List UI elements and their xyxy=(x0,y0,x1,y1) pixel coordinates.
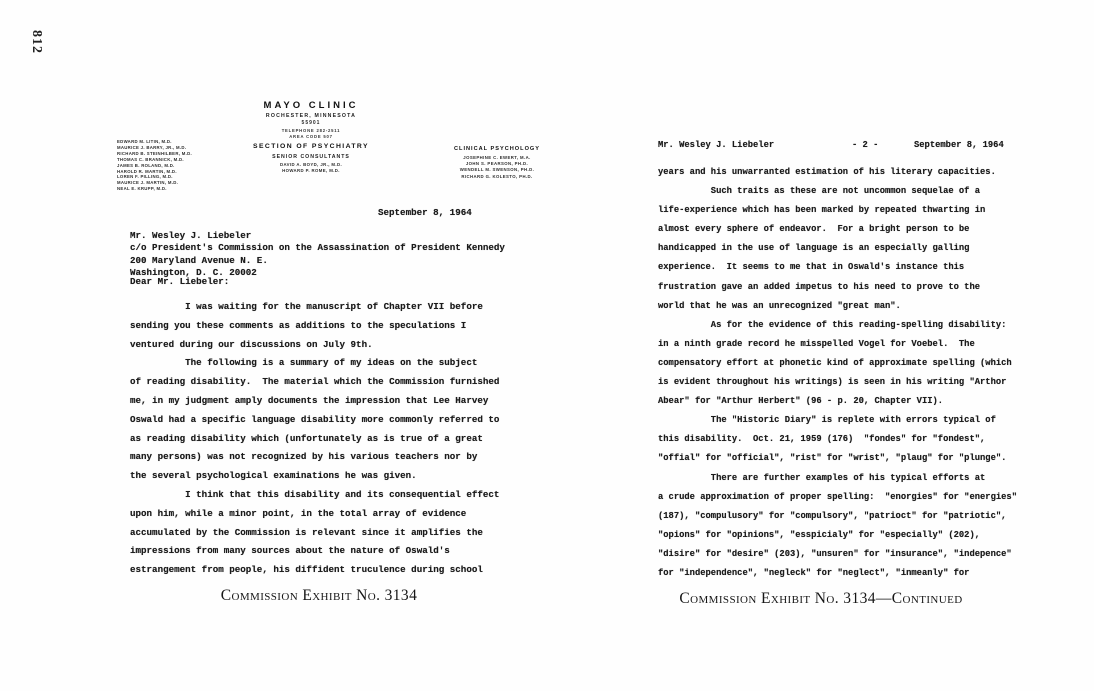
text-line: c/o President's Commission on the Assassination of President Kennedy xyxy=(130,242,505,254)
text-line: HOWARD P. ROME, M.D. xyxy=(282,167,340,173)
salutation: Dear Mr. Liebeler: xyxy=(130,276,230,287)
text-line: sending you these comments as additions to the speculations I xyxy=(130,319,467,331)
text-line: as reading disability which (unfortunately as is true of a great xyxy=(130,432,483,444)
text-line: handicapped in the use of language is an especially galling xyxy=(658,243,970,254)
text-line: 200 Maryland Avenue N. E. xyxy=(130,254,268,266)
text-line: experience. It seems to me that in Oswald's instance this xyxy=(658,262,965,273)
text-line: THOMAS C. BRANNICK, M.D. xyxy=(117,156,184,162)
clinic-name: MAYO CLINIC xyxy=(263,100,359,111)
clinic-city: ROCHESTER, MINNESOTA xyxy=(265,113,357,119)
text-line: years and his unwarranted estimation of his literary capacities. xyxy=(658,167,996,177)
letterhead-section xyxy=(238,143,384,174)
text-line: The following is a summary of my ideas on the subject xyxy=(130,357,478,369)
clinical-psychology-title: CLINICAL PSYCHOLOGY xyxy=(453,146,541,152)
clinical-psychology-list xyxy=(438,155,556,180)
text-line: LOREN F. PILLING, M.D. xyxy=(117,174,173,180)
text-line: Mr. Wesley J. Liebeler xyxy=(130,230,252,241)
letterhead-center xyxy=(238,100,384,139)
text-line: life-experience which has been marked by repeated thwarting in xyxy=(658,205,986,216)
text-line: JOSEPHINE C. EWERT, M.A. xyxy=(463,155,531,160)
text-line: Abear" for "Arthur Herbert" (96 - p. 20, Chapter VII). xyxy=(658,396,944,407)
text-line: I think that this disability and its consequential effect xyxy=(130,488,500,500)
text-line: this disability. Oct. 21, 1959 (176) "fondes" for "fondest", xyxy=(658,434,986,445)
text-line: RICHARD B. STEINHILBER, M.D. xyxy=(117,150,193,156)
text-line: HAROLD R. MARTIN, M.D. xyxy=(117,168,177,174)
letter-date: September 8, 1964 xyxy=(378,207,472,218)
text-line: me, in my judgment amply documents the impression that Lee Harvey xyxy=(130,394,489,406)
text-line: is evident throughout his writings) is seen in his writing "Arthor xyxy=(658,377,1007,388)
clinic-zip: 55901 xyxy=(301,120,321,126)
exhibit-caption-continued: Commission Exhibit No. 3134—Continued xyxy=(679,590,963,607)
text-line: estrangement from people, his diffident truculence during school xyxy=(130,564,483,576)
text-line: for "independence", "negleck" for "neglect", "inmeanly" for xyxy=(658,567,970,578)
text-line: Such traits as these are not uncommon sequelae of a xyxy=(658,186,981,197)
text-line: As for the evidence of this reading-spelling disability: xyxy=(658,319,1007,330)
text-line: I was waiting for the manuscript of Chapter VII before xyxy=(130,301,483,312)
text-line: WENDELL M. SWENSON, PH.D. xyxy=(459,167,535,173)
volume-page-number-text: 812 xyxy=(29,30,44,54)
text-line: "disire" for "desire" (203), "unsuren" for "insurance", "indepence" xyxy=(658,548,1012,559)
text-line: EDWARD M. LITIN, M.D. xyxy=(117,139,172,144)
text-line: JOHN S. PEARSON, PH.D. xyxy=(465,161,529,167)
text-line: JAMES B. ROLAND, M.D. xyxy=(117,162,175,168)
text-line: Washington, D. C. 20002 xyxy=(130,267,257,279)
text-line: a crude approximation of proper spelling: "enorgies" for "energies" xyxy=(658,491,1017,502)
senior-consultants-list xyxy=(238,162,384,175)
text-line: almost every sphere of endeavor. For a bright person to be xyxy=(658,224,970,235)
letter-body-page1 xyxy=(130,298,499,580)
letterhead-staff-left xyxy=(117,139,227,192)
text-line: MAURICE J. MARTIN, M.D. xyxy=(117,180,179,186)
text-line: ventured during our discussions on July 9th. xyxy=(130,338,373,350)
clinic-area-code: AREA CODE 507 xyxy=(289,134,333,139)
text-line: the several psychological examinations he was given. xyxy=(130,470,417,482)
text-line: upon him, while a minor point, in the total array of evidence xyxy=(130,507,467,519)
volume-page-number xyxy=(10,16,62,68)
text-line: in a ninth grade record he misspelled Vogel for Voebel. The xyxy=(658,338,975,349)
text-line: MAURICE J. BARRY, JR., M.D. xyxy=(117,144,187,150)
text-line: "opions" for "opinions", "esspicialy" for "especially" (202), xyxy=(658,529,981,540)
text-line: accumulated by the Commission is relevant since it amplifies the xyxy=(130,526,483,538)
text-line: impressions from many sources about the nature of Oswald's xyxy=(130,545,450,557)
page2-header-addressee: Mr. Wesley J. Liebeler xyxy=(658,140,775,150)
text-line: (187), "compulusory" for "compulsory", "patrioct" for "patriotic", xyxy=(658,510,1007,521)
text-line: The "Historic Diary" is replete with errors typical of xyxy=(658,415,996,426)
text-line: "offial" for "official", "rist" for "wrist", "plaug" for "plunge". xyxy=(658,453,1007,464)
text-line: of reading disability. The material which the Commission furnished xyxy=(130,376,500,388)
exhibit-caption: Commission Exhibit No. 3134 xyxy=(220,587,418,604)
page2-header-date: September 8, 1964 xyxy=(914,140,1004,150)
text-line: frustration gave an added impetus to his need to prove to the xyxy=(658,281,981,292)
text-line: There are further examples of his typical efforts at xyxy=(658,472,986,483)
section-title: SECTION OF PSYCHIATRY xyxy=(253,143,369,150)
letterhead-clinical-psychology xyxy=(438,146,556,180)
text-line: compensatory effort at phonetic kind of approximate spelling (which xyxy=(658,357,1012,368)
senior-consultants-title: SENIOR CONSULTANTS xyxy=(272,153,350,160)
text-line: many persons) was not recognized by his various teachers nor by xyxy=(130,451,478,463)
text-line: RICHARD G. KOLESTO, PH.D. xyxy=(461,173,533,179)
text-line: DAVID A. BOYD, JR., M.D. xyxy=(279,161,343,167)
text-line: NEAL E. KRUPP, M.D. xyxy=(117,186,167,192)
recipient-address xyxy=(130,230,505,280)
page2-header-page-number: - 2 - xyxy=(852,140,879,150)
letter-body-page2 xyxy=(658,163,1017,583)
text-line: world that he was an unrecognized "great man". xyxy=(658,300,901,311)
text-line: Oswald had a specific language disability more commonly referred to xyxy=(130,413,500,425)
clinic-telephone: TELEPHONE 282-2511 xyxy=(281,127,341,133)
